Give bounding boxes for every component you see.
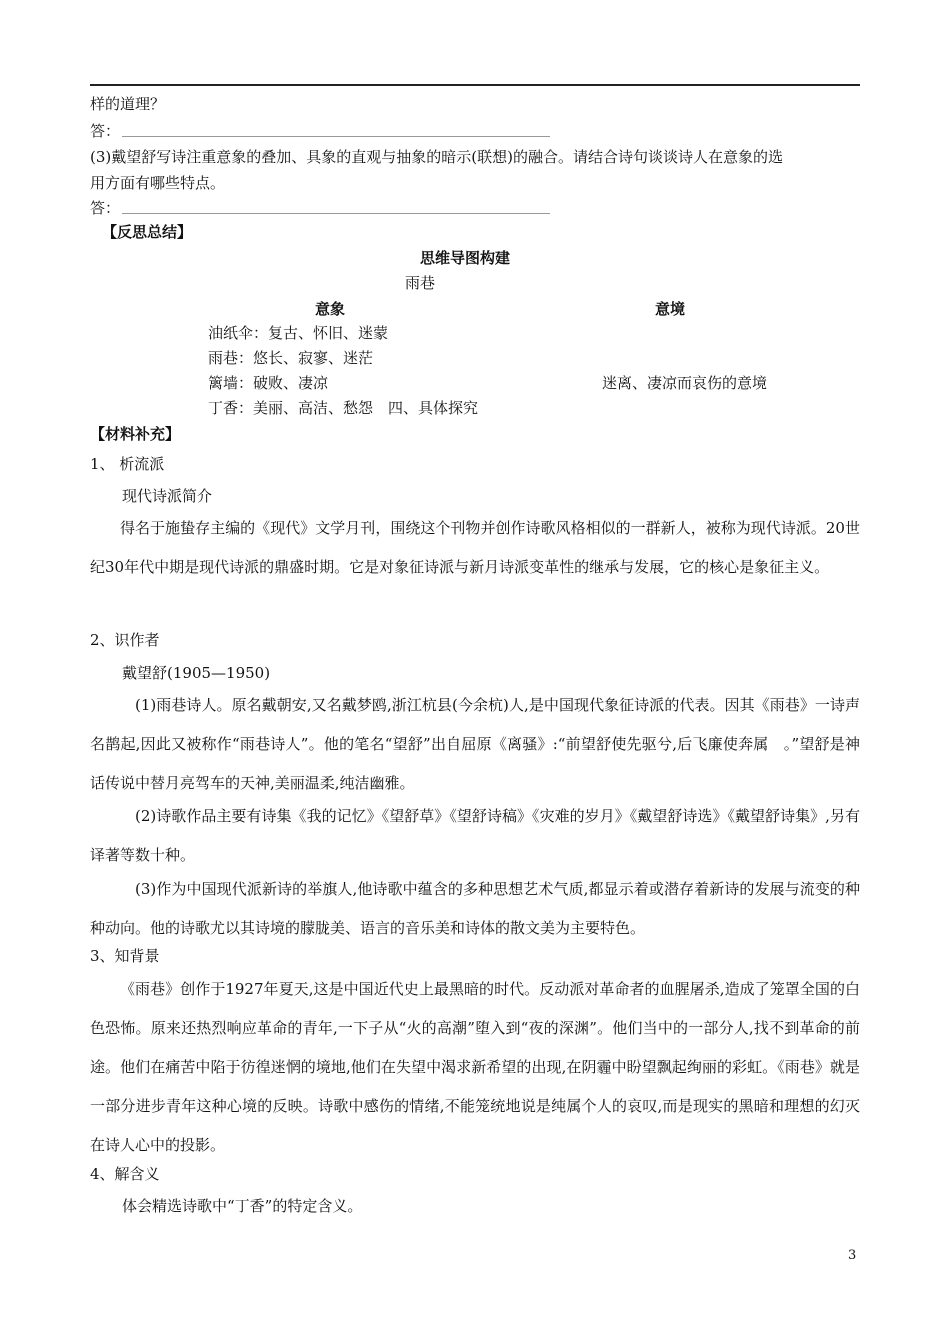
section-2-subtitle: 戴望舒(1905—1950): [122, 664, 271, 682]
section-2-paragraph-2: (2)诗歌作品主要有诗集《我的记忆》《望舒草》《望舒诗稿》《灾难的岁月》《戴望舒诗选》《戴望舒诗集》,另有译著等数十种。: [90, 807, 860, 864]
imagery-item: 雨巷：悠长、寂寥、迷茫: [208, 349, 374, 367]
section-3-title: 3、知背景: [90, 947, 160, 965]
section-4-title: 4、解含义: [90, 1165, 160, 1183]
answer-label: 答：: [90, 122, 121, 140]
section-1-paragraph: 得名于施蛰存主编的《现代》文学月刊，围绕这个刊物并创作诗歌风格相似的一群新人，被称为现代诗派。20世纪30年代中期是现代诗派的鼎盛时期。它是对象征诗派与新月诗派变革性的继承与发展，它的核心是象征主义。: [90, 519, 860, 576]
answer-blank[interactable]: [122, 213, 550, 214]
imagery-item: 丁香：美丽、高洁、愁怨 四、具体探究: [208, 399, 479, 417]
question-3: (3)戴望舒写诗注重意象的叠加、具象的直观与抽象的暗示(联想)的融合。请结合诗句谈谈诗人在意象的选: [90, 148, 783, 166]
imagery-item: 篱墙：破败、凄凉: [208, 374, 329, 392]
mood-column-header: 意境: [654, 300, 685, 318]
mind-map-title: 思维导图构建: [419, 249, 510, 267]
question-2-tail: 样的道理？: [90, 95, 166, 113]
section-2-paragraph-1: (1)雨巷诗人。原名戴朝安,又名戴梦鸥,浙江杭县(今余杭)人,是中国现代象征诗派的代表。因其《雨巷》一诗声名鹊起,因此又被称作“雨巷诗人”。他的笔名“望舒”出自屈原《离骚》:“前望舒使先驱兮,后飞廉使奔属 。”望舒是神话传说中替月亮驾车的天神,美丽温柔,纯洁幽雅。: [90, 696, 860, 792]
section-3-paragraph: 《雨巷》创作于1927年夏天,这是中国近代史上最黑暗的时代。反动派对革命者的血腥屠杀,造成了笼罩全国的白色恐怖。原来还热烈响应革命的青年,一下子从“火的高潮”堕入到“夜的深渊”。他们当中的一部分人,找不到革命的前途。他们在痛苦中陷于彷徨迷惘的境地,他们在失望中渴求新希望的出现,在阴霾中盼望飘起绚丽的彩虹。《雨巷》就是一部分进步青年这种心境的反映。诗歌中感伤的情绪,不能笼统地说是纯属个人的哀叹,而是现实的黑暗和理想的幻灭在诗人心中的投影。: [90, 980, 860, 1154]
header-rule: [90, 84, 860, 86]
answer-blank[interactable]: [122, 136, 550, 137]
answer-label: 答：: [90, 199, 121, 217]
page-number: 3: [848, 1248, 857, 1263]
section-4-paragraph: 体会精选诗歌中“丁香”的特定含义。: [122, 1197, 363, 1215]
question-3-continued: 用方面有哪些特点。: [90, 174, 226, 192]
section-1-subtitle: 现代诗派简介: [122, 487, 213, 505]
imagery-column-header: 意象: [314, 300, 345, 318]
material-heading: 【材料补充】: [90, 425, 181, 443]
reflection-heading: 【反思总结】: [102, 223, 193, 241]
poem-title: 雨巷: [404, 274, 435, 292]
section-1-title: 1、 析流派: [90, 455, 165, 473]
imagery-item: 油纸伞：复古、怀旧、迷蒙: [208, 324, 389, 342]
section-2-paragraph-3: (3)作为中国现代派新诗的举旗人,他诗歌中蕴含的多种思想艺术气质,都显示着或潜存着新诗的发展与流变的种种动向。他的诗歌尤以其诗境的朦胧美、语言的音乐美和诗体的散文美为主要特色。: [90, 880, 860, 937]
section-2-title: 2、识作者: [90, 631, 160, 649]
mood-description: 迷离、凄凉而哀伤的意境: [602, 374, 768, 392]
